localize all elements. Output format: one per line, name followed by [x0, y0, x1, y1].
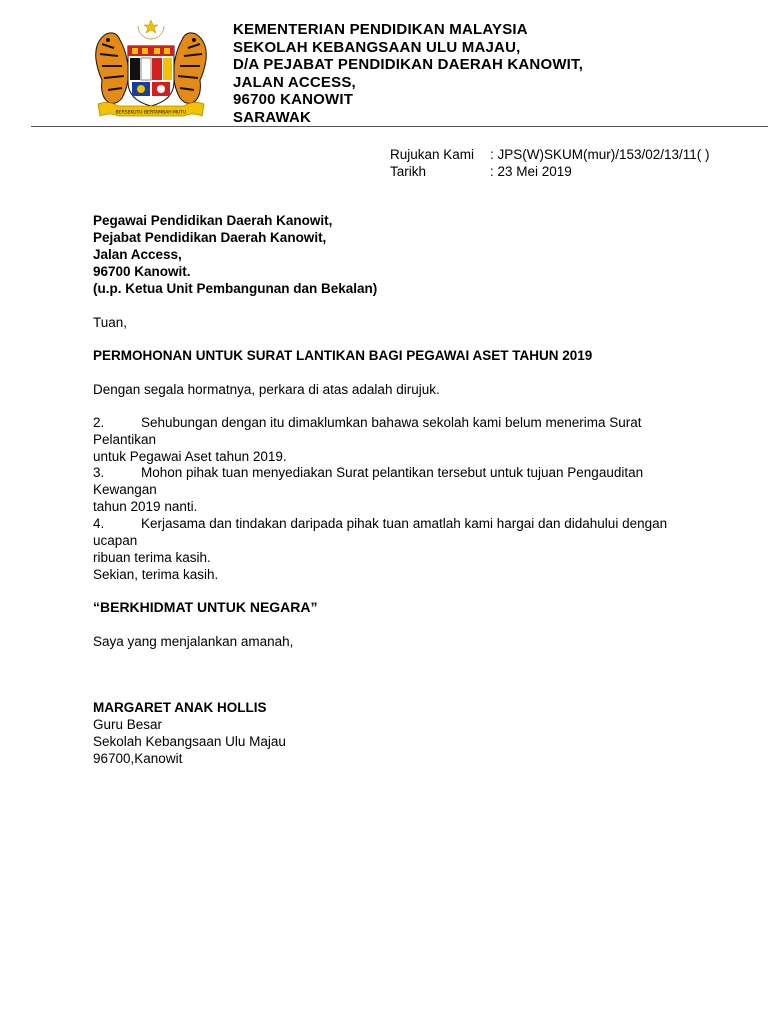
- signature-block: [93, 699, 286, 767]
- salutation: Tuan,: [93, 315, 128, 330]
- motto: “BERKHIDMAT UNTUK NEGARA”: [93, 599, 318, 615]
- closing-line: Sekian, terima kasih.: [93, 567, 219, 582]
- amanah-line: Saya yang menjalankan amanah,: [93, 634, 294, 649]
- tarikh-value: : 23 Mei 2019: [490, 164, 572, 179]
- paragraph-text: tahun 2019 nanti.: [93, 499, 198, 514]
- recipient-line: (u.p. Ketua Unit Pembangunan dan Bekalan): [93, 281, 378, 296]
- letterhead: [233, 21, 583, 127]
- paragraph-text: ribuan terima kasih.: [93, 550, 211, 565]
- paragraph-text: Sehubungan dengan itu dimaklumkan bahawa sekolah kami belum menerima Surat Pelantikan: [93, 415, 642, 447]
- paragraph-2: [93, 414, 693, 465]
- letterhead-line: JALAN ACCESS,: [233, 73, 356, 91]
- paragraph-3: [93, 464, 693, 515]
- letterhead-line: KEMENTERIAN PENDIDIKAN MALAYSIA: [233, 21, 528, 38]
- paragraph-text: Mohon pihak tuan menyediakan Surat pelantikan tersebut untuk tujuan Pengauditan Kewangan: [93, 465, 644, 497]
- paragraph-number: 3.: [93, 465, 105, 480]
- letterhead-line: SEKOLAH KEBANGSAAN ULU MAJAU,: [233, 38, 521, 56]
- coat-of-arms-emblem: [88, 20, 214, 120]
- recipient-line: Pegawai Pendidikan Daerah Kanowit,: [93, 213, 333, 228]
- tarikh-label: Tarikh: [390, 164, 427, 179]
- letterhead-line: D/A PEJABAT PENDIDIKAN DAERAH KANOWIT,: [233, 56, 584, 74]
- emblem-motto-text: BERSEKUTU BERTAMBAH MUTU: [115, 110, 187, 116]
- signatory-name: MARGARET ANAK HOLLIS: [93, 700, 267, 715]
- recipient-address: [93, 212, 377, 297]
- recipient-line: Jalan Access,: [93, 247, 182, 262]
- header-divider: [31, 126, 768, 127]
- paragraph-text: untuk Pegawai Aset tahun 2019.: [93, 449, 287, 464]
- letterhead-line: 96700 KANOWIT: [233, 91, 354, 109]
- recipient-line: 96700 Kanowit.: [93, 264, 191, 279]
- letterhead-line: SARAWAK: [233, 108, 312, 126]
- letter-subject: PERMOHONAN UNTUK SURAT LANTIKAN BAGI PEGAWAI ASET TAHUN 2019: [93, 348, 593, 363]
- opening-paragraph: Dengan segala hormatnya, perkara di atas adalah dirujuk.: [93, 382, 440, 397]
- rujukan-label: Rujukan Kami: [390, 147, 475, 162]
- rujukan-value: : JPS(W)SKUM(mur)/153/02/13/11( ): [490, 147, 710, 162]
- signatory-school: Sekolah Kebangsaan Ulu Majau: [93, 734, 286, 749]
- signatory-title: Guru Besar: [93, 717, 163, 732]
- paragraph-number: 4.: [93, 516, 105, 531]
- paragraph-text: Kerjasama dan tindakan daripada pihak tuan amatlah kami hargai dan didahului dengan ucapan: [93, 516, 668, 548]
- reference-block: [390, 146, 710, 180]
- recipient-line: Pejabat Pendidikan Daerah Kanowit,: [93, 230, 327, 245]
- paragraph-4: [93, 515, 693, 566]
- signatory-address: 96700,Kanowit: [93, 751, 183, 766]
- paragraph-number: 2.: [93, 415, 105, 430]
